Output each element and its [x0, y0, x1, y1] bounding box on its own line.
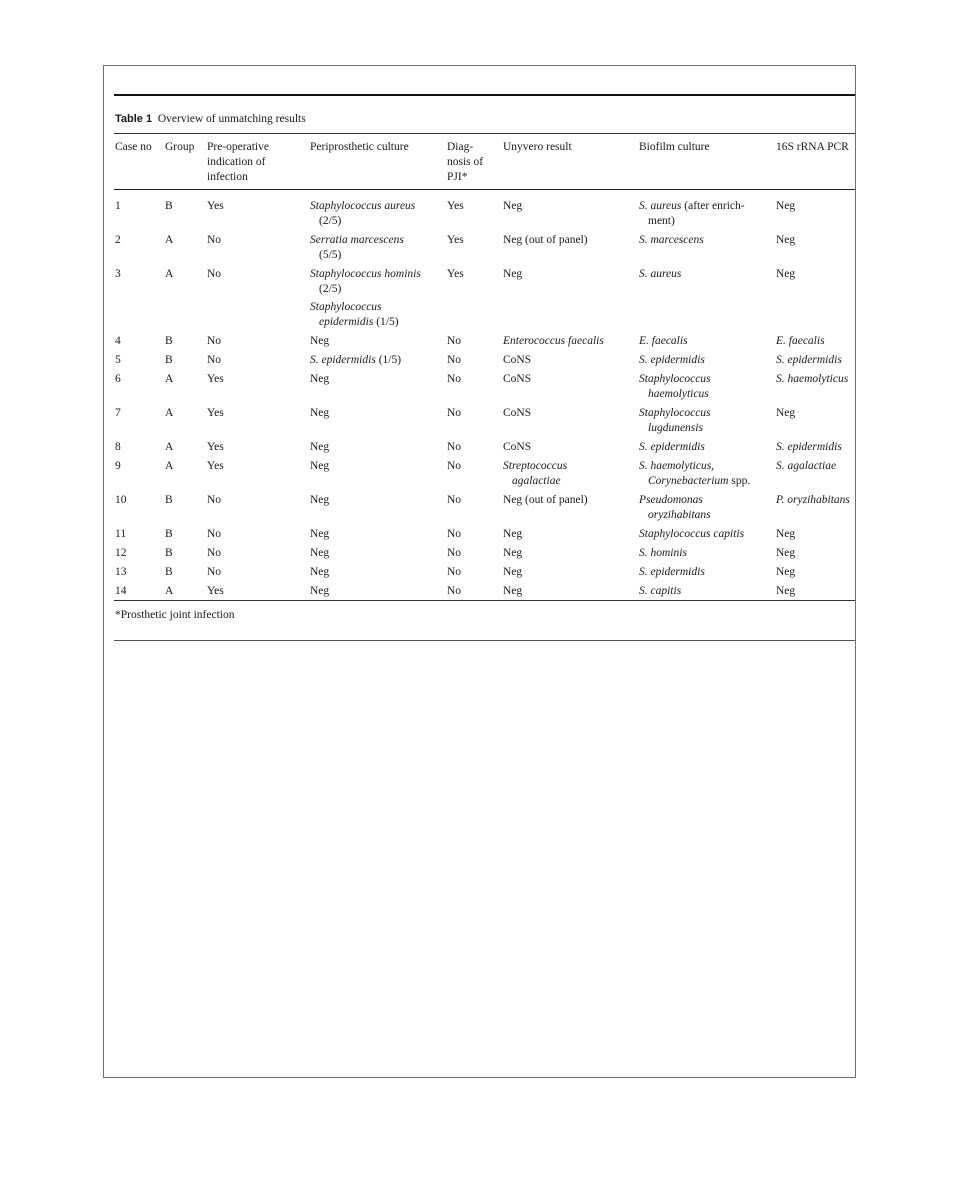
cell-text: Pseudomonas [639, 494, 703, 506]
header-unyvero-result [503, 140, 572, 155]
footnote-rule [114, 640, 855, 641]
cell-pcr-16s [776, 493, 850, 508]
header-line: indication of [207, 156, 266, 168]
cell-pji-diagnosis: No [447, 585, 462, 597]
cell-biofilm-culture [639, 406, 711, 436]
cell-text: Neg [503, 200, 523, 212]
cell-case-no: 12 [115, 547, 127, 559]
cell-case-no: 14 [115, 585, 127, 597]
cell-case-no: 10 [115, 494, 127, 506]
cell-pji-diagnosis: No [447, 566, 462, 578]
cell-text: Neg [503, 585, 523, 597]
table-header [114, 133, 856, 190]
cell-pji-diagnosis: No [447, 494, 462, 506]
header-case-no [115, 140, 152, 155]
cell-text: CoNS [503, 373, 532, 385]
cell-text: haemolyticus [648, 388, 709, 400]
cell-text: (1/5) [373, 316, 399, 328]
cell-text: Neg [776, 566, 796, 578]
cell-pji-diagnosis: No [447, 547, 462, 559]
cell-case-no: 9 [115, 460, 121, 472]
header-pcr-16s [776, 140, 849, 155]
cell-text: CoNS [503, 441, 532, 453]
table-title: Overview of unmatching results [157, 113, 306, 125]
cell-text: epidermidis [319, 316, 374, 328]
cell-periprosthetic-culture [310, 233, 404, 263]
cell-periprosthetic-culture [310, 459, 329, 474]
cell-text: S. epidermidis [639, 354, 705, 366]
cell-text: S. epidermidis [776, 354, 842, 366]
cell-text: lugdunensis [648, 422, 703, 434]
cell-preop-indication: No [207, 335, 222, 347]
cell-pcr-16s [776, 267, 795, 282]
cell-pcr-16s [776, 527, 795, 542]
header-group [165, 140, 194, 155]
cell-text: S. aureus [639, 200, 682, 212]
cell-text: spp. [728, 475, 751, 487]
cell-preop-indication: No [207, 494, 222, 506]
table-row [114, 437, 856, 456]
cell-case-no: 8 [115, 441, 121, 453]
cell-case-no: 4 [115, 335, 121, 347]
cell-pcr-16s [776, 440, 842, 455]
cell-biofilm-culture [639, 493, 711, 523]
table-row [114, 190, 856, 230]
cell-unyvero-result [503, 233, 588, 248]
cell-text: Neg [310, 494, 330, 506]
cell-text: Staphylococcus capitis [639, 528, 745, 540]
header-line: Periprosthetic culture [310, 141, 409, 153]
cell-pcr-16s [776, 584, 795, 599]
cell-biofilm-culture [639, 459, 750, 489]
cell-text: (1/5) [375, 354, 402, 366]
cell-text: Staphylococcus hominis [310, 268, 421, 280]
table-row [114, 524, 856, 543]
cell-unyvero-result [503, 199, 522, 214]
cell-periprosthetic-culture [310, 199, 415, 229]
cell-text: Staphylococcus [310, 301, 382, 313]
cell-text: Neg [776, 234, 796, 246]
cell-group: B [165, 566, 173, 578]
cell-text: (2/5) [319, 283, 342, 295]
cell-biofilm-culture [639, 353, 705, 368]
cell-text: Neg (out of panel) [503, 494, 588, 506]
cell-group: B [165, 494, 173, 506]
cell-pcr-16s [776, 565, 795, 580]
cell-text: S. agalactiae [776, 460, 837, 472]
cell-text: Neg [310, 547, 330, 559]
cell-text: S. epidermidis [776, 441, 842, 453]
table-bottom-rule [114, 600, 856, 601]
cell-biofilm-culture [639, 233, 704, 248]
cell-periprosthetic-culture [310, 267, 421, 330]
cell-text: E. faecalis [639, 335, 688, 347]
cell-text: Neg [776, 268, 796, 280]
cell-preop-indication: No [207, 234, 222, 246]
cell-unyvero-result [503, 353, 531, 368]
table-row [114, 456, 856, 490]
cell-periprosthetic-culture [310, 527, 329, 542]
header-line: Pre-operative [207, 141, 269, 153]
header-periprosthetic-culture [310, 140, 409, 155]
cell-pji-diagnosis: No [447, 354, 462, 366]
cell-text: S. epidermidis [639, 566, 705, 578]
cell-pcr-16s [776, 199, 795, 214]
cell-pcr-16s [776, 546, 795, 561]
cell-periprosthetic-culture [310, 440, 329, 455]
header-line: PJI* [447, 171, 468, 183]
header-line: Group [165, 141, 195, 153]
cell-group: B [165, 547, 173, 559]
cell-preop-indication: Yes [207, 585, 224, 597]
cell-text: Neg (out of panel) [503, 234, 588, 246]
cell-unyvero-result [503, 267, 522, 282]
cell-text: Neg [310, 566, 330, 578]
cell-text: Neg [310, 407, 330, 419]
cell-pji-diagnosis: No [447, 460, 462, 472]
table-caption [115, 113, 306, 125]
cell-biofilm-culture [639, 546, 687, 561]
cell-text: Neg [776, 407, 796, 419]
cell-text: Streptococcus [503, 460, 568, 472]
table-row [114, 543, 856, 562]
cell-text: P. oryzihabitans [776, 494, 850, 506]
cell-text: Neg [776, 547, 796, 559]
cell-pcr-16s [776, 406, 795, 421]
table-row [114, 350, 856, 369]
header-line: Unyvero result [503, 141, 572, 153]
cell-pji-diagnosis: No [447, 373, 462, 385]
cell-periprosthetic-culture [310, 372, 329, 387]
cell-biofilm-culture [639, 372, 711, 402]
cell-preop-indication: Yes [207, 407, 224, 419]
cell-biofilm-culture [639, 334, 688, 349]
cell-text: agalactiae [512, 475, 561, 487]
results-table [104, 133, 856, 600]
header-line: Case no [115, 141, 152, 153]
top-rule [114, 94, 855, 96]
cell-group: B [165, 528, 173, 540]
cell-unyvero-result [503, 493, 588, 508]
cell-case-no: 13 [115, 566, 127, 578]
cell-group: A [165, 268, 174, 280]
table-row [114, 490, 856, 524]
cell-preop-indication: No [207, 547, 222, 559]
cell-text: S. marcescens [639, 234, 704, 246]
cell-unyvero-result [503, 440, 531, 455]
cell-pji-diagnosis: Yes [447, 200, 464, 212]
cell-text: S. capitis [639, 585, 682, 597]
cell-periprosthetic-culture [310, 546, 329, 561]
cell-text: Neg [310, 441, 330, 453]
cell-unyvero-result [503, 459, 567, 489]
cell-biofilm-culture [639, 584, 681, 599]
cell-periprosthetic-culture [310, 406, 329, 421]
cell-text: Neg [776, 528, 796, 540]
cell-preop-indication: No [207, 268, 222, 280]
cell-preop-indication: No [207, 528, 222, 540]
cell-periprosthetic-culture [310, 493, 329, 508]
table-row [114, 264, 856, 331]
cell-preop-indication: Yes [207, 460, 224, 472]
cell-text: Neg [503, 566, 523, 578]
cell-pcr-16s [776, 459, 836, 474]
cell-unyvero-result [503, 584, 522, 599]
cell-group: A [165, 407, 174, 419]
table-row [114, 581, 856, 600]
cell-text: S. aureus [639, 268, 682, 280]
cell-text: Staphylococcus aureus [310, 200, 416, 212]
cell-case-no: 5 [115, 354, 121, 366]
header-line: Diag- [447, 141, 474, 153]
cell-text: Corynebacterium [648, 475, 729, 487]
cell-pji-diagnosis: No [447, 335, 462, 347]
cell-text: ment) [648, 215, 675, 227]
cell-text: oryzihabitans [648, 509, 711, 521]
cell-unyvero-result [503, 527, 522, 542]
cell-text: E. faecalis [776, 335, 825, 347]
table-row [114, 230, 856, 264]
header-line: 16S rRNA PCR [776, 141, 849, 153]
cell-pji-diagnosis: Yes [447, 234, 464, 246]
header-pji-diagnosis [447, 140, 483, 185]
cell-group: A [165, 585, 174, 597]
cell-group: B [165, 200, 173, 212]
cell-text: Neg [310, 335, 330, 347]
cell-group: A [165, 441, 174, 453]
header-biofilm-culture [639, 140, 710, 155]
cell-text: Neg [776, 200, 796, 212]
header-line: infection [207, 171, 248, 183]
cell-preop-indication: Yes [207, 441, 224, 453]
cell-biofilm-culture [639, 565, 705, 580]
table-row [114, 403, 856, 437]
cell-text: (5/5) [319, 249, 342, 261]
cell-periprosthetic-culture [310, 334, 329, 349]
cell-text: Staphylococcus [639, 407, 711, 419]
cell-preop-indication: Yes [207, 373, 224, 385]
table-row [114, 562, 856, 581]
cell-pji-diagnosis: No [447, 441, 462, 453]
cell-pji-diagnosis: Yes [447, 268, 464, 280]
cell-pji-diagnosis: No [447, 528, 462, 540]
cell-periprosthetic-culture [310, 353, 401, 368]
cell-text: Neg [310, 585, 330, 597]
cell-pcr-16s [776, 233, 795, 248]
cell-biofilm-culture [639, 527, 744, 542]
cell-preop-indication: No [207, 566, 222, 578]
cell-text: Staphylococcus [639, 373, 711, 385]
cell-text: Enterococcus faecalis [503, 335, 604, 347]
cell-group: A [165, 460, 174, 472]
cell-biofilm-culture [639, 440, 705, 455]
cell-text: (2/5) [319, 215, 342, 227]
cell-preop-indication: No [207, 354, 222, 366]
cell-unyvero-result [503, 406, 531, 421]
cell-case-no: 11 [115, 528, 127, 540]
cell-text: S. haemolyticus [776, 373, 849, 385]
cell-text: S. haemolyticus, [639, 460, 715, 472]
cell-text: S. epidermidis [310, 354, 376, 366]
header-line: nosis of [447, 156, 484, 168]
cell-group: A [165, 234, 174, 246]
cell-case-no: 2 [115, 234, 121, 246]
cell-biofilm-culture [639, 199, 745, 229]
header-line: Biofilm culture [639, 141, 710, 153]
cell-case-no: 7 [115, 407, 121, 419]
table-body [104, 190, 856, 600]
cell-periprosthetic-culture [310, 565, 329, 580]
cell-text: S. epidermidis [639, 441, 705, 453]
cell-case-no: 6 [115, 373, 121, 385]
cell-unyvero-result [503, 334, 604, 349]
cell-text: CoNS [503, 354, 532, 366]
cell-pcr-16s [776, 334, 825, 349]
cell-case-no: 3 [115, 268, 121, 280]
cell-pcr-16s [776, 372, 848, 387]
cell-periprosthetic-culture [310, 584, 329, 599]
cell-unyvero-result [503, 546, 522, 561]
cell-text: CoNS [503, 407, 532, 419]
page-frame [103, 65, 856, 1078]
cell-group: B [165, 354, 173, 366]
cell-text: Neg [776, 585, 796, 597]
cell-text: Neg [503, 528, 523, 540]
cell-text: Neg [310, 460, 330, 472]
cell-group: B [165, 335, 173, 347]
table-row [114, 331, 856, 350]
header-preop-indication [207, 140, 269, 185]
cell-unyvero-result [503, 372, 531, 387]
cell-text: Neg [310, 373, 330, 385]
cell-text: Serratia marcescens [310, 234, 404, 246]
cell-pcr-16s [776, 353, 842, 368]
cell-preop-indication: Yes [207, 200, 224, 212]
cell-text: S. hominis [639, 547, 687, 559]
cell-text: (after enrich- [681, 200, 745, 212]
cell-text: Neg [503, 268, 523, 280]
table-footnote: *Prosthetic joint infection [115, 609, 235, 621]
cell-case-no: 1 [115, 200, 121, 212]
cell-pji-diagnosis: No [447, 407, 462, 419]
cell-unyvero-result [503, 565, 522, 580]
cell-text: Neg [310, 528, 330, 540]
cell-text: Neg [503, 547, 523, 559]
cell-group: A [165, 373, 174, 385]
table-label: Table 1 [115, 113, 153, 125]
cell-biofilm-culture [639, 267, 681, 282]
table-row [114, 369, 856, 403]
